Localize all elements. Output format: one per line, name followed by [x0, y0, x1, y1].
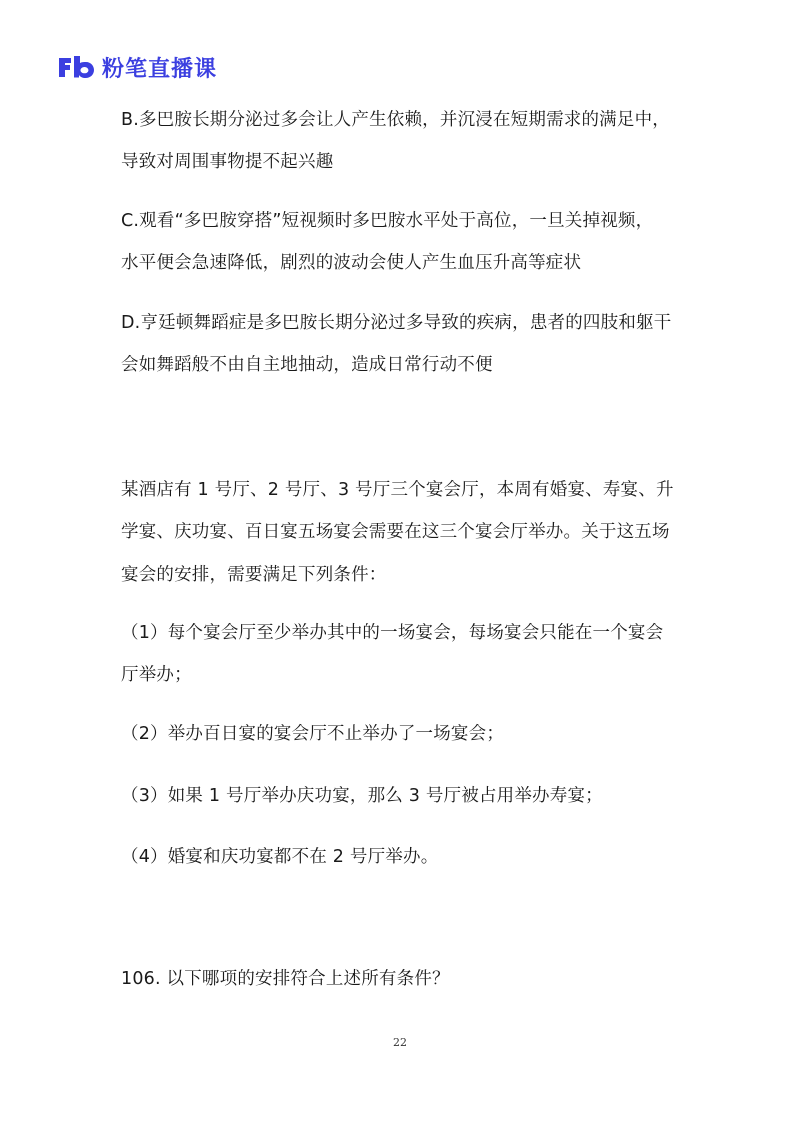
condition-2: （2）举办百日宴的宴会厅不止举办了一场宴会；: [121, 724, 505, 744]
question-106: 106. 以下哪项的安排符合上述所有条件？: [121, 969, 450, 989]
option-b-line-2: 导致对周围事物提不起兴趣: [121, 152, 334, 172]
page-header: [56, 52, 217, 82]
passage-intro-line-2: 学宴、庆功宴、百日宴五场宴会需要在这三个宴会厅举办。关于这五场: [121, 522, 670, 542]
condition-3: （3）如果 1 号厅举办庆功宴，那么 3 号厅被占用举办寿宴；: [121, 786, 603, 806]
passage-intro-line-1: 某酒店有 1 号厅、2 号厅、3 号厅三个宴会厅，本周有婚宴、寿宴、升: [121, 480, 674, 500]
fb-logo-icon: [56, 54, 96, 80]
passage-intro-line-3: 宴会的安排，需要满足下列条件：: [121, 565, 387, 585]
page-number: 22: [393, 1036, 407, 1049]
condition-4: （4）婚宴和庆功宴都不在 2 号厅举办。: [121, 847, 439, 867]
brand-name: 粉笔直播课: [102, 56, 218, 82]
option-c-line-2: 水平便会急速降低，剧烈的波动会使人产生血压升高等症状: [121, 253, 582, 273]
condition-1-line-2: 厅举办；: [121, 665, 192, 685]
option-d-line-2: 会如舞蹈般不由自主地抽动，造成日常行动不便: [121, 355, 493, 375]
option-b-line-1: B.多巴胺长期分泌过多会让人产生依赖，并沉浸在短期需求的满足中，: [121, 110, 670, 130]
option-c-line-1: C.观看“多巴胺穿搭”短视频时多巴胺水平处于高位，一旦关掉视频，: [121, 211, 654, 231]
option-d-line-1: D.亨廷顿舞蹈症是多巴胺长期分泌过多导致的疾病，患者的四肢和躯干: [121, 313, 672, 333]
condition-1-line-1: （1）每个宴会厅至少举办其中的一场宴会，每场宴会只能在一个宴会: [121, 623, 664, 643]
